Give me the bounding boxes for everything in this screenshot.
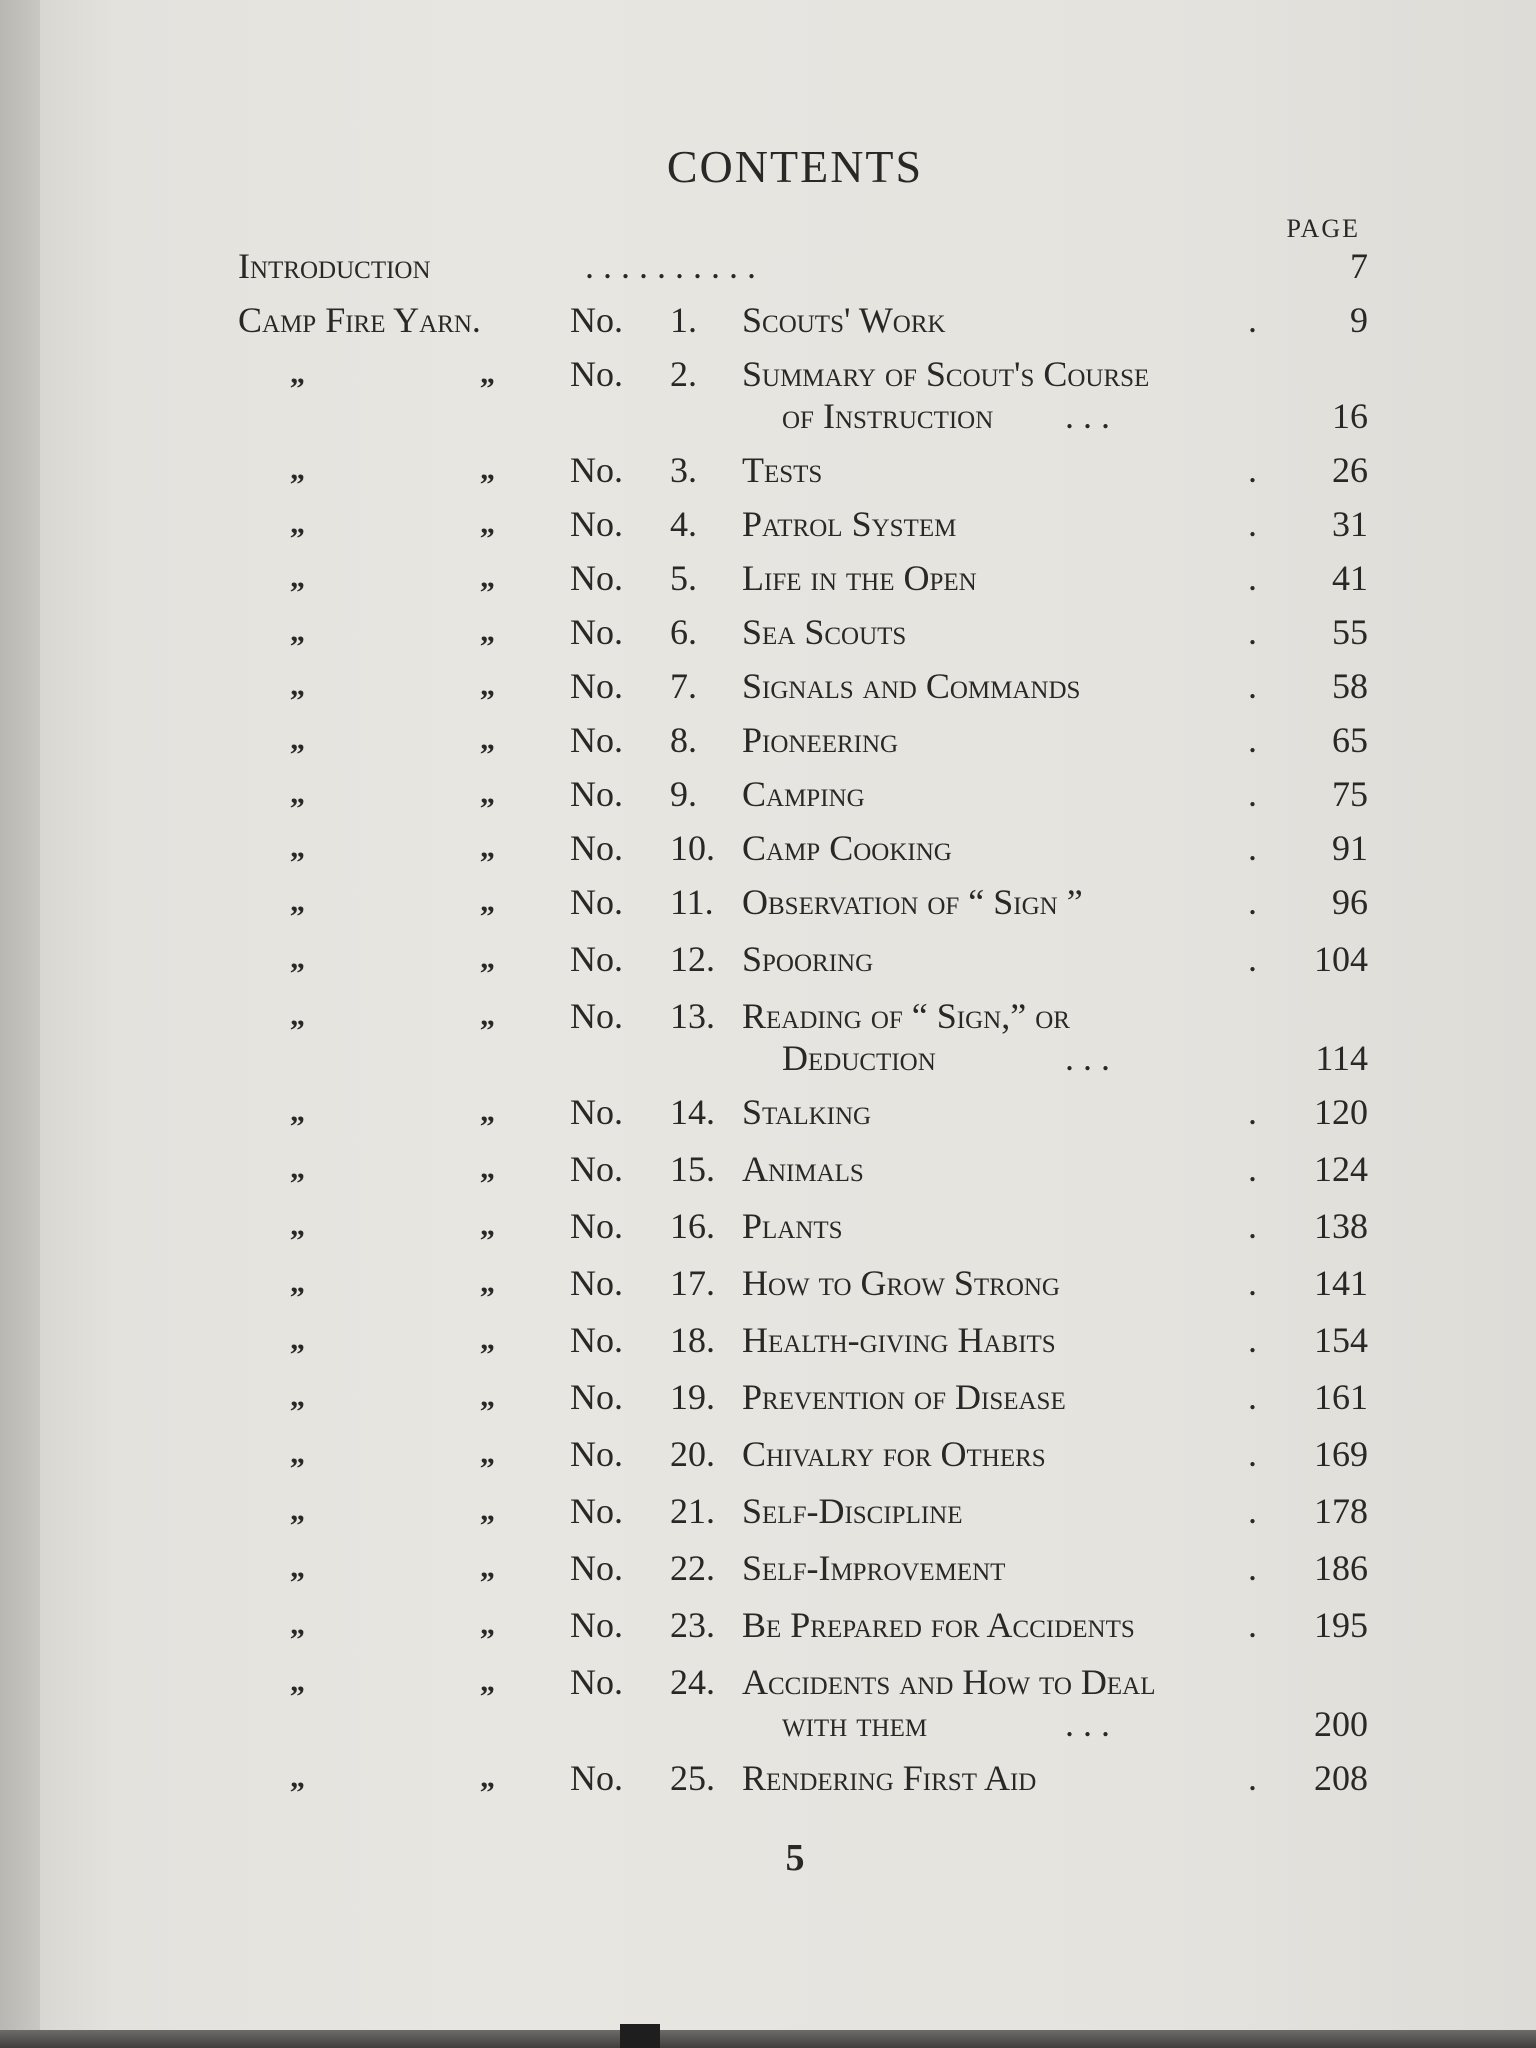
ditto-mark: „: [480, 1152, 495, 1185]
entry-page: 41: [1332, 558, 1368, 598]
entry-page: 154: [1314, 1320, 1368, 1360]
ditto-mark: „: [290, 1380, 305, 1413]
entry-number: 1.: [670, 300, 697, 340]
entry-number: 11.: [670, 882, 714, 922]
leader-dots: .: [1248, 1206, 1257, 1246]
entry-page: 200: [1314, 1704, 1368, 1744]
entry-number: 19.: [670, 1377, 715, 1417]
ditto-mark: „: [480, 1380, 495, 1413]
entry-title: Signals and Commands: [742, 666, 1081, 706]
entry-title: Camp Cooking: [742, 828, 952, 868]
ditto-mark: „: [290, 1266, 305, 1299]
entry-page: 195: [1314, 1605, 1368, 1645]
ditto-mark: „: [290, 1494, 305, 1527]
entry-number: 25.: [670, 1758, 715, 1798]
page-title: CONTENTS: [666, 141, 924, 192]
entry-number: 6.: [670, 612, 697, 652]
entry-title: Prevention of Disease: [742, 1377, 1066, 1417]
page-column-heading: PAGE: [1286, 214, 1360, 243]
ditto-mark: „: [480, 999, 495, 1032]
leader-dots: .: [1248, 1149, 1257, 1189]
entry-no-label: No.: [570, 720, 623, 760]
entry-no-label: No.: [570, 1092, 623, 1132]
entry-number: 20.: [670, 1434, 715, 1474]
leader-dots: .: [1248, 939, 1257, 979]
entry-number: 5.: [670, 558, 697, 598]
entry-no-label: No.: [570, 354, 623, 394]
ditto-mark: „: [480, 1551, 495, 1584]
entry-title: Self-Discipline: [742, 1491, 963, 1531]
entry-number: 13.: [670, 996, 715, 1036]
leader-dots: . . . . . . . . . .: [585, 246, 756, 286]
entry-title-continued: with them: [782, 1704, 928, 1744]
leader-dots: . . .: [1065, 1704, 1110, 1744]
ditto-mark: „: [290, 1665, 305, 1698]
entry-page: 161: [1314, 1377, 1368, 1417]
entry-no-label: No.: [570, 882, 623, 922]
leader-dots: .: [1248, 774, 1257, 814]
ditto-mark: „: [480, 1095, 495, 1128]
page-bottom-edge: [0, 2030, 1536, 2048]
entry-title: Chivalry for Others: [742, 1434, 1046, 1474]
entry-number: 12.: [670, 939, 715, 979]
entry-no-label: No.: [570, 939, 623, 979]
entry-no-label: No.: [570, 1206, 623, 1246]
leader-dots: .: [1248, 828, 1257, 868]
entry-page: 58: [1332, 666, 1368, 706]
leader-dots: .: [1248, 300, 1257, 340]
ditto-mark: „: [480, 1323, 495, 1356]
entry-page: 16: [1332, 396, 1368, 436]
entry-title: Plants: [742, 1206, 843, 1246]
ditto-mark: „: [480, 669, 495, 702]
ditto-mark: „: [480, 1761, 495, 1794]
entry-title-continued: Deduction: [782, 1038, 936, 1078]
entry-page: 91: [1332, 828, 1368, 868]
entry-no-label: No.: [570, 1377, 623, 1417]
leader-dots: .: [1248, 1434, 1257, 1474]
entry-title: Sea Scouts: [742, 612, 907, 652]
ditto-mark: „: [480, 507, 495, 540]
introduction-page: 7: [1350, 246, 1368, 286]
entry-no-label: No.: [570, 1662, 623, 1702]
entry-page: 124: [1314, 1149, 1368, 1189]
ditto-mark: „: [290, 507, 305, 540]
leader-dots: .: [1248, 558, 1257, 598]
introduction-label: Introduction: [238, 246, 431, 286]
entry-page: 26: [1332, 450, 1368, 490]
leader-dots: .: [1248, 882, 1257, 922]
entry-number: 8.: [670, 720, 697, 760]
ditto-mark: „: [480, 1266, 495, 1299]
ditto-mark: „: [480, 453, 495, 486]
ditto-mark: „: [290, 669, 305, 702]
entry-number: 23.: [670, 1605, 715, 1645]
ditto-mark: „: [290, 1095, 305, 1128]
ditto-mark: „: [290, 1437, 305, 1470]
leader-dots: .: [1248, 720, 1257, 760]
entry-no-label: No.: [570, 1320, 623, 1360]
entry-title: Scouts' Work: [742, 300, 946, 340]
entry-page: 186: [1314, 1548, 1368, 1588]
ditto-mark: „: [290, 1323, 305, 1356]
ditto-mark: „: [290, 1551, 305, 1584]
entry-title: Animals: [742, 1149, 864, 1189]
entry-number: 4.: [670, 504, 697, 544]
entry-number: 15.: [670, 1149, 715, 1189]
entry-no-label: No.: [570, 450, 623, 490]
entry-page: 120: [1314, 1092, 1368, 1132]
camp-fire-yarn-label: Camp Fire Yarn.: [238, 300, 481, 340]
entry-no-label: No.: [570, 300, 623, 340]
entry-page: 169: [1314, 1434, 1368, 1474]
ditto-mark: „: [290, 999, 305, 1032]
ditto-mark: „: [290, 1152, 305, 1185]
leader-dots: .: [1248, 612, 1257, 652]
entry-no-label: No.: [570, 666, 623, 706]
entry-title: Patrol System: [742, 504, 957, 544]
ditto-mark: „: [290, 723, 305, 756]
entry-title: Rendering First Aid: [742, 1758, 1037, 1798]
entry-number: 14.: [670, 1092, 715, 1132]
ditto-mark: „: [290, 561, 305, 594]
entry-title: Life in the Open: [742, 558, 977, 598]
ditto-mark: „: [290, 357, 305, 390]
entry-title: Camping: [742, 774, 865, 814]
entry-number: 24.: [670, 1662, 715, 1702]
entry-title: Observation of “ Sign ”: [742, 882, 1083, 922]
entry-title: Accidents and How to Deal: [742, 1662, 1156, 1702]
ditto-mark: „: [290, 1209, 305, 1242]
ditto-mark: „: [290, 831, 305, 864]
entry-no-label: No.: [570, 612, 623, 652]
entry-title: Stalking: [742, 1092, 872, 1132]
entry-number: 18.: [670, 1320, 715, 1360]
entry-number: 10.: [670, 828, 715, 868]
entry-no-label: No.: [570, 828, 623, 868]
entry-no-label: No.: [570, 774, 623, 814]
entry-page: 65: [1332, 720, 1368, 760]
ditto-mark: „: [290, 1761, 305, 1794]
ditto-mark: „: [290, 453, 305, 486]
ditto-mark: „: [290, 615, 305, 648]
entry-no-label: No.: [570, 504, 623, 544]
leader-dots: .: [1248, 1320, 1257, 1360]
leader-dots: .: [1248, 1605, 1257, 1645]
entry-page: 104: [1314, 939, 1368, 979]
entry-no-label: No.: [570, 1149, 623, 1189]
ditto-mark: „: [480, 942, 495, 975]
entry-no-label: No.: [570, 558, 623, 598]
leader-dots: .: [1248, 666, 1257, 706]
entry-no-label: No.: [570, 1491, 623, 1531]
entry-number: 3.: [670, 450, 697, 490]
entry-title: Pioneering: [742, 720, 899, 760]
ditto-mark: „: [290, 942, 305, 975]
entry-title: How to Grow Strong: [742, 1263, 1060, 1303]
leader-dots: .: [1248, 1263, 1257, 1303]
ditto-mark: „: [480, 1608, 495, 1641]
ditto-mark: „: [480, 831, 495, 864]
entry-title: Tests: [742, 450, 823, 490]
entry-number: 9.: [670, 774, 697, 814]
entry-page: 178: [1314, 1491, 1368, 1531]
entry-no-label: No.: [570, 1758, 623, 1798]
entry-page: 138: [1314, 1206, 1368, 1246]
ditto-mark: „: [480, 885, 495, 918]
entry-page: 208: [1314, 1758, 1368, 1798]
entry-page: 55: [1332, 612, 1368, 652]
ditto-mark: „: [290, 777, 305, 810]
entry-title: Health-giving Habits: [742, 1320, 1056, 1360]
entry-no-label: No.: [570, 1605, 623, 1645]
entry-number: 17.: [670, 1263, 715, 1303]
entry-number: 2.: [670, 354, 697, 394]
ditto-mark: „: [480, 1437, 495, 1470]
ditto-mark: „: [480, 1665, 495, 1698]
leader-dots: . . .: [1065, 396, 1110, 436]
entry-page: 31: [1332, 504, 1368, 544]
entry-title: Self-Improvement: [742, 1548, 1006, 1588]
entry-title: Summary of Scout's Course: [742, 354, 1150, 394]
entry-no-label: No.: [570, 1263, 623, 1303]
ditto-mark: „: [480, 1209, 495, 1242]
entry-number: 16.: [670, 1206, 715, 1246]
entry-page: 75: [1332, 774, 1368, 814]
leader-dots: .: [1248, 504, 1257, 544]
leader-dots: .: [1248, 450, 1257, 490]
entry-title: Be Prepared for Accidents: [742, 1605, 1135, 1645]
entry-number: 22.: [670, 1548, 715, 1588]
leader-dots: .: [1248, 1092, 1257, 1132]
ditto-mark: „: [480, 615, 495, 648]
entry-title: Reading of “ Sign,” or: [742, 996, 1070, 1036]
ditto-mark: „: [480, 561, 495, 594]
leader-dots: .: [1248, 1548, 1257, 1588]
entry-no-label: No.: [570, 996, 623, 1036]
entry-page: 141: [1314, 1263, 1368, 1303]
ditto-mark: „: [480, 777, 495, 810]
leader-dots: .: [1248, 1377, 1257, 1417]
bookmark-ribbon: [620, 2024, 660, 2048]
entry-no-label: No.: [570, 1434, 623, 1474]
leader-dots: .: [1248, 1758, 1257, 1798]
entry-number: 21.: [670, 1491, 715, 1531]
ditto-mark: „: [480, 1494, 495, 1527]
entry-title-continued: of Instruction: [782, 396, 994, 436]
entry-page: 9: [1350, 300, 1368, 340]
entry-page: 114: [1315, 1038, 1368, 1078]
ditto-mark: „: [480, 723, 495, 756]
ditto-mark: „: [480, 357, 495, 390]
page-number: 5: [785, 1837, 805, 1879]
entry-number: 7.: [670, 666, 697, 706]
ditto-mark: „: [290, 1608, 305, 1641]
entry-no-label: No.: [570, 1548, 623, 1588]
leader-dots: . . .: [1065, 1038, 1110, 1078]
leader-dots: .: [1248, 1491, 1257, 1531]
entry-title: Spooring: [742, 939, 874, 979]
entry-page: 96: [1332, 882, 1368, 922]
ditto-mark: „: [290, 885, 305, 918]
